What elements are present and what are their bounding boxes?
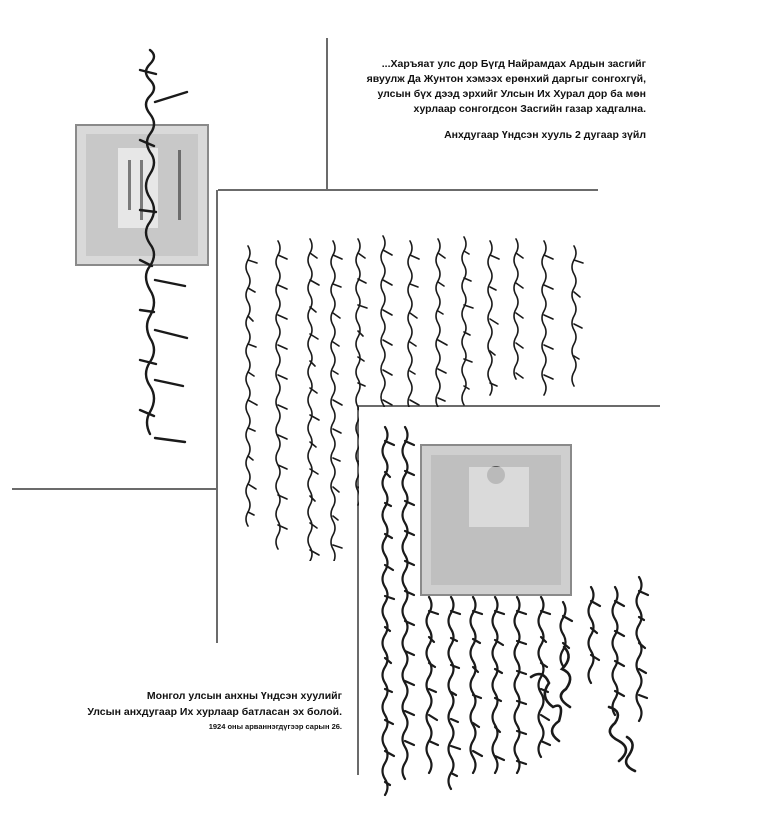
script-column-middle-12-stroke xyxy=(544,315,553,319)
quote-source: Анхдугаар Үндсэн хууль 2 дугаар зүйл xyxy=(444,129,646,141)
script-column-middle-2-stroke xyxy=(278,315,287,319)
script-column-front-2-stroke xyxy=(405,711,414,715)
script-column-middle-1-stroke xyxy=(248,260,257,263)
script-column-middle-8-stroke xyxy=(438,282,444,286)
script-column-front-8-stroke xyxy=(541,741,550,745)
script-column-middle-11-stroke xyxy=(516,313,523,318)
script-column-middle-4-stroke xyxy=(333,371,338,374)
script-column-middle-1-stroke xyxy=(248,484,256,489)
script-column-front-7 xyxy=(515,597,520,773)
script-column-front-12-stroke xyxy=(639,695,647,698)
script-column-middle-9-stroke xyxy=(464,278,471,281)
script-column-front-10-stroke xyxy=(591,601,600,606)
script-column-middle-13-stroke xyxy=(574,324,582,328)
script-column-middle-13 xyxy=(572,246,576,386)
script-column-front-1-stroke xyxy=(385,627,390,631)
script-column-middle-12-stroke xyxy=(544,375,553,379)
script-column-front-6-stroke xyxy=(495,698,501,701)
script-column-middle-1-stroke xyxy=(248,316,253,321)
script-column-middle-11-stroke xyxy=(516,343,523,348)
script-column-middle-5-stroke xyxy=(358,357,364,361)
script-column-front-1 xyxy=(383,427,388,795)
script-column-front-6-stroke xyxy=(495,611,504,614)
script-column-middle-10 xyxy=(488,241,492,395)
quote-block xyxy=(316,57,646,143)
caption-block xyxy=(2,688,342,734)
script-column-middle-1-stroke xyxy=(248,400,257,405)
script-column-middle-4-stroke xyxy=(333,545,342,548)
script-column-middle-1-stroke xyxy=(248,512,254,515)
script-column-middle-11 xyxy=(514,239,518,379)
script-column-middle-3-stroke xyxy=(310,307,316,312)
caption-line: Монгол улсын анхны Үндсэн хуулийг xyxy=(146,690,342,702)
script-column-middle-9-stroke xyxy=(464,251,469,254)
script-column-middle-8 xyxy=(436,239,440,421)
script-column-middle-1-stroke xyxy=(248,344,256,347)
script-column-middle-7 xyxy=(408,241,412,423)
script-column-front-3 xyxy=(427,597,432,773)
script-column-middle-2-stroke xyxy=(278,375,287,379)
script-column-middle-8-stroke xyxy=(438,369,446,373)
script-column-front-3-stroke xyxy=(429,715,437,720)
script-column-front-5-stroke xyxy=(473,611,482,614)
script-column-front-1-stroke xyxy=(385,782,390,785)
script-column-middle-10-stroke xyxy=(490,287,496,290)
script-column-front-3-stroke xyxy=(429,611,438,614)
script-column-front-1-stroke xyxy=(385,689,392,692)
manuscript-page-front xyxy=(359,407,661,800)
script-column-front-4-stroke xyxy=(451,719,458,722)
script-column-middle-3-stroke xyxy=(310,253,317,258)
script-column-middle-2-stroke xyxy=(278,405,287,409)
script-column-front-7-stroke xyxy=(517,731,526,734)
script-column-middle-6-stroke xyxy=(383,310,392,315)
script-column-middle-5-stroke xyxy=(358,383,365,386)
script-column-middle-6-stroke xyxy=(383,400,392,405)
script-column-front-4-stroke xyxy=(451,746,460,749)
rule-horizontal-left xyxy=(12,488,218,490)
script-column-middle-1-stroke xyxy=(248,456,253,460)
script-column-middle-3-stroke xyxy=(310,523,317,528)
script-column-middle-2 xyxy=(276,241,280,549)
script-column-front-10-stroke xyxy=(591,655,599,660)
script-column-middle-3-stroke xyxy=(310,334,318,339)
script-column-middle-5-stroke xyxy=(358,279,366,283)
script-column-middle-3 xyxy=(308,239,312,561)
script-column-middle-13-stroke xyxy=(574,292,580,297)
script-column-front-11 xyxy=(613,587,618,715)
script-column-middle-7-stroke xyxy=(410,342,416,346)
script-column-front-2-stroke xyxy=(405,741,414,745)
script-column-front-3-stroke xyxy=(429,741,438,745)
script-column-middle-12-stroke xyxy=(544,255,553,259)
script-column-middle-6-stroke xyxy=(383,280,392,285)
script-column-middle-5-stroke xyxy=(358,253,365,258)
script-column-middle-11-stroke xyxy=(516,253,523,258)
script-column-front-12-stroke xyxy=(639,617,644,620)
script-column-middle-3-stroke xyxy=(310,280,319,285)
script-column-middle-10-stroke xyxy=(490,319,498,324)
script-column-middle-1-stroke xyxy=(248,372,254,376)
script-column-front-4-stroke xyxy=(451,611,460,614)
script-column-middle-6-stroke xyxy=(383,370,392,375)
script-column-middle-7-stroke xyxy=(410,400,419,405)
script-column-front-11-stroke xyxy=(615,601,624,606)
script-column-front-8-stroke xyxy=(541,715,549,720)
script-column-front-2-stroke xyxy=(405,441,414,445)
script-column-front-4-stroke xyxy=(451,665,459,668)
script-column-middle-12 xyxy=(542,241,546,395)
script-column-middle-9-stroke xyxy=(464,305,473,308)
script-column-front-3-stroke xyxy=(429,689,436,692)
script-column-middle-12-stroke xyxy=(544,285,553,289)
script-column-middle-11-stroke xyxy=(516,373,523,378)
quote-line: улсын бүх дээд эрхийг Улсын Их Хурал дор ба мөн xyxy=(377,88,646,100)
quote-line: ...Харъяат улс дор Бүгд Найрамдах Ардын засгийг xyxy=(381,58,646,70)
script-column-middle-8-stroke xyxy=(438,311,443,314)
script-column-middle-9 xyxy=(462,237,466,405)
script-column-middle-8-stroke xyxy=(438,398,445,401)
script-column-middle-8-stroke xyxy=(438,340,447,345)
script-column-middle-4-stroke xyxy=(333,342,339,346)
script-column-front-5 xyxy=(471,597,476,773)
script-column-middle-1-stroke xyxy=(248,288,255,292)
script-column-middle-2-stroke xyxy=(278,345,287,349)
quote-line: хурлаар сонгогдсон Засгийн газар хадгална. xyxy=(413,103,646,115)
script-column-middle-4-stroke xyxy=(333,516,338,520)
script-column-front-12 xyxy=(637,577,642,721)
caption-line: Улсын анхдугаар Их хурлаар батласан эх болой. xyxy=(87,706,342,718)
script-column-middle-4-stroke xyxy=(333,284,341,287)
caption-date: 1924 оны арваннэгдүгээр сарын 26. xyxy=(208,722,342,731)
script-column-middle-4-stroke xyxy=(333,255,342,259)
script-column-middle-10-stroke xyxy=(490,255,499,259)
script-column-front-8-stroke xyxy=(541,611,550,614)
script-column-middle-11-stroke xyxy=(516,283,523,288)
script-column-front-12-stroke xyxy=(639,669,646,673)
script-column-middle-2-stroke xyxy=(278,285,287,289)
script-column-front-7-stroke xyxy=(517,611,526,614)
script-column-front-8 xyxy=(539,597,544,757)
script-column-middle-7-stroke xyxy=(410,284,418,287)
script-column-middle-6-stroke xyxy=(383,340,392,345)
script-column-middle-13-stroke xyxy=(574,260,583,263)
script-column-middle-7-stroke xyxy=(410,371,415,374)
script-column-front-9-stroke xyxy=(563,616,572,621)
script-column-middle-4-stroke xyxy=(333,487,339,492)
script-column-front-2 xyxy=(403,427,408,779)
quote-line: явуулж Да Жунтон хэмээх ерөнхий даргыг сонгохгүй, xyxy=(366,73,646,85)
script-column-middle-4-stroke xyxy=(333,400,342,405)
script-column-middle-1-stroke xyxy=(248,428,255,431)
script-column-front-6 xyxy=(493,597,498,773)
script-column-middle-7-stroke xyxy=(410,313,417,318)
script-column-middle-6-stroke xyxy=(383,250,392,255)
script-column-front-1-stroke xyxy=(385,441,394,445)
script-column-middle-4-stroke xyxy=(333,458,340,461)
script-column-middle-8-stroke xyxy=(438,253,445,258)
script-column-middle-4-stroke xyxy=(333,313,340,318)
script-column-front-1-stroke xyxy=(385,720,393,724)
script-column-middle-7-stroke xyxy=(410,255,419,259)
script-column-front-9 xyxy=(561,602,566,666)
script-column-middle-4-stroke xyxy=(333,429,341,433)
script-column-front-5-stroke xyxy=(473,751,482,756)
script-column-middle-2-stroke xyxy=(278,255,287,259)
manuscript-page-left xyxy=(0,30,216,488)
script-column-front-12-stroke xyxy=(639,591,648,595)
script-column-middle-12-stroke xyxy=(544,345,553,349)
script-column-front-4-stroke xyxy=(451,773,457,776)
